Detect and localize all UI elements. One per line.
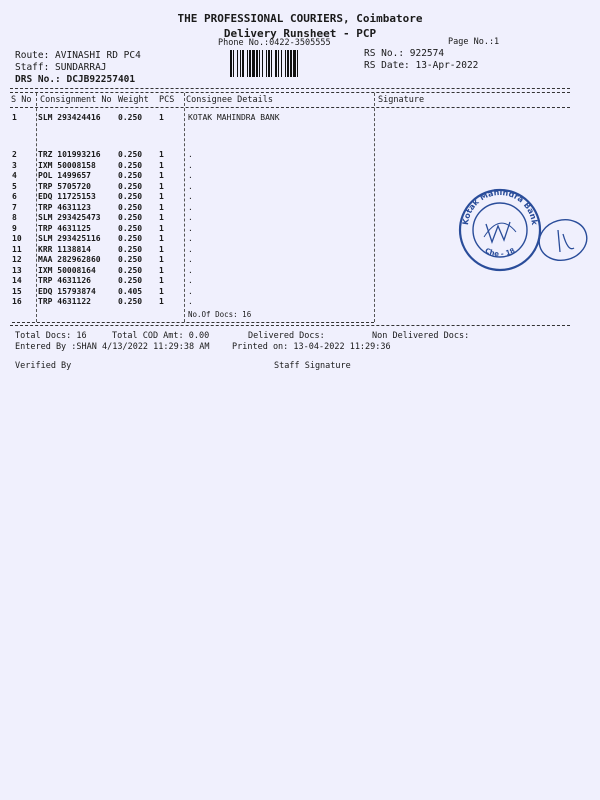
- col-header-consignee: Consignee Details: [186, 95, 273, 105]
- svg-text:Che - 18: [484, 247, 517, 259]
- barcode-bar: [249, 50, 251, 77]
- cell-sno: 13: [12, 266, 22, 275]
- stamp-bottom-text: Che - 18: [483, 246, 517, 259]
- cell-sno: 9: [12, 224, 17, 233]
- cell-pcs: 1: [159, 182, 164, 191]
- total-docs: Total Docs: 16: [15, 331, 87, 341]
- footer-rule: [10, 325, 570, 326]
- cell-consignee: .: [188, 245, 193, 254]
- cell-consignee: .: [188, 213, 193, 222]
- table-row: [0, 297, 600, 308]
- page-number: Page No.:1: [448, 37, 500, 47]
- cell-consignment: SLM 293425116: [38, 234, 101, 243]
- barcode-bar: [268, 50, 270, 77]
- rs-number: RS No.: 922574: [364, 48, 445, 59]
- barcode-bar: [281, 50, 282, 77]
- barcode-bar: [242, 50, 244, 77]
- cell-consignee: KOTAK MAHINDRA BANK: [188, 113, 280, 122]
- col-header-weight: Weight: [118, 95, 149, 105]
- header-rule-bottom: [10, 107, 570, 108]
- barcode-bar: [271, 50, 272, 77]
- table-rule-bottom: [12, 322, 374, 323]
- cell-pcs: 1: [159, 203, 164, 212]
- entered-by: Entered By :SHAN 4/13/2022 11:29:38 AM: [15, 342, 210, 352]
- cell-consignee: .: [188, 171, 193, 180]
- cell-sno: 4: [12, 171, 17, 180]
- barcode-bar: [233, 50, 234, 77]
- total-cod: Total COD Amt: 0.00: [112, 331, 210, 341]
- cell-weight: 0.250: [118, 150, 143, 159]
- cell-consignee: .: [188, 150, 193, 159]
- col-header-sno: S No: [11, 95, 32, 105]
- cell-sno: 2: [12, 150, 17, 159]
- table-row: [0, 150, 600, 161]
- cell-weight: 0.250: [118, 266, 143, 275]
- cell-consignment: TRP 4631126: [38, 276, 91, 285]
- cell-consignee: .: [188, 266, 193, 275]
- cell-consignment: TRP 4631122: [38, 297, 91, 306]
- cell-consignment: MAA 282962860: [38, 255, 101, 264]
- table-row: [0, 171, 600, 182]
- cell-consignee: .: [188, 287, 193, 296]
- staff-signature-label: Staff Signature: [274, 361, 351, 371]
- cell-weight: 0.405: [118, 287, 143, 296]
- col-header-pcs: PCS: [159, 95, 175, 105]
- bank-stamp: [450, 182, 590, 282]
- cell-sno: 10: [12, 234, 22, 243]
- cell-pcs: 1: [159, 276, 164, 285]
- cell-pcs: 1: [159, 192, 164, 201]
- cell-weight: 0.250: [118, 234, 143, 243]
- barcode-bar: [247, 50, 248, 77]
- route-label: Route: AVINASHI RD PC4: [15, 50, 141, 61]
- cell-consignment: TRP 5705720: [38, 182, 91, 191]
- cell-weight: 0.250: [118, 213, 143, 222]
- barcode-bar: [262, 50, 263, 77]
- cell-pcs: 1: [159, 171, 164, 180]
- stamp-top-text: Kotak Mahindra Bank: [460, 187, 539, 226]
- table-row: [0, 287, 600, 298]
- cell-pcs: 1: [159, 266, 164, 275]
- barcode-bar: [287, 50, 289, 77]
- cell-sno: 12: [12, 255, 22, 264]
- cell-sno: 11: [12, 245, 22, 254]
- cell-sno: 16: [12, 297, 22, 306]
- barcode-bar: [275, 50, 277, 77]
- cell-consignment: TRP 4631123: [38, 203, 91, 212]
- cell-consignee: .: [188, 276, 193, 285]
- cell-consignment: TRZ 101993216: [38, 150, 101, 159]
- table-row: [0, 113, 600, 124]
- svg-text:Kotak Mahindra Bank: [461, 188, 539, 226]
- cell-sno: 1: [12, 113, 17, 122]
- delivered-docs: Delivered Docs:: [248, 331, 325, 341]
- cell-sno: 7: [12, 203, 17, 212]
- cell-pcs: 1: [159, 297, 164, 306]
- cell-consignment: TRP 4631125: [38, 224, 91, 233]
- barcode-bar: [285, 50, 286, 77]
- no-of-docs: No.Of Docs: 16: [188, 310, 252, 319]
- cell-consignee: .: [188, 255, 193, 264]
- cell-weight: 0.250: [118, 297, 143, 306]
- cell-consignment: KRR 1138814: [38, 245, 91, 254]
- non-delivered-docs: Non Delivered Docs:: [372, 331, 470, 341]
- cell-consignment: POL 1499657: [38, 171, 91, 180]
- drs-number: DRS No.: DCJB92257401: [15, 74, 136, 85]
- signature-scribble: [558, 230, 574, 252]
- cell-sno: 8: [12, 213, 17, 222]
- col-header-signature: Signature: [378, 95, 425, 105]
- barcode: [230, 50, 362, 77]
- cell-weight: 0.250: [118, 113, 143, 122]
- cell-pcs: 1: [159, 161, 164, 170]
- barcode-bar: [297, 50, 298, 77]
- cell-weight: 0.250: [118, 224, 143, 233]
- cell-weight: 0.250: [118, 255, 143, 264]
- cell-consignee: .: [188, 203, 193, 212]
- cell-sno: 15: [12, 287, 22, 296]
- barcode-bar: [259, 50, 260, 77]
- cell-consignment: EDQ 11725153: [38, 192, 96, 201]
- cell-consignee: .: [188, 234, 193, 243]
- barcode-bar: [266, 50, 267, 77]
- cell-sno: 3: [12, 161, 17, 170]
- cell-weight: 0.250: [118, 192, 143, 201]
- cell-weight: 0.250: [118, 245, 143, 254]
- signature-scribble: [486, 222, 510, 242]
- cell-pcs: 1: [159, 113, 164, 122]
- cell-pcs: 1: [159, 213, 164, 222]
- cell-weight: 0.250: [118, 171, 143, 180]
- company-title: THE PROFESSIONAL COURIERS, Coimbatore: [177, 12, 423, 25]
- barcode-bar: [230, 50, 232, 77]
- cell-pcs: 1: [159, 224, 164, 233]
- cell-sno: 6: [12, 192, 17, 201]
- verified-by-label: Verified By: [15, 361, 72, 371]
- barcode-bar: [290, 50, 292, 77]
- staff-label: Staff: SUNDARRAJ: [15, 62, 107, 73]
- cell-pcs: 1: [159, 245, 164, 254]
- barcode-bar: [240, 50, 241, 77]
- cell-consignee: .: [188, 161, 193, 170]
- printed-on: Printed on: 13-04-2022 11:29:36: [232, 342, 391, 352]
- signature-loop: [535, 214, 590, 265]
- barcode-bar: [252, 50, 255, 77]
- header-rule-top: [10, 88, 570, 89]
- cell-weight: 0.250: [118, 276, 143, 285]
- barcode-bar: [293, 50, 296, 77]
- cell-sno: 14: [12, 276, 22, 285]
- barcode-bar: [278, 50, 279, 77]
- cell-pcs: 1: [159, 255, 164, 264]
- cell-consignment: SLM 293424416: [38, 113, 101, 122]
- cell-consignee: .: [188, 224, 193, 233]
- cell-consignment: EDQ 15793874: [38, 287, 96, 296]
- cell-pcs: 1: [159, 150, 164, 159]
- document-title: Delivery Runsheet - PCP: [223, 27, 377, 40]
- cell-weight: 0.250: [118, 203, 143, 212]
- cell-consignment: IXM 50008158: [38, 161, 96, 170]
- barcode-bar: [237, 50, 238, 77]
- cell-weight: 0.250: [118, 182, 143, 191]
- cell-consignment: SLM 293425473: [38, 213, 101, 222]
- cell-weight: 0.250: [118, 161, 143, 170]
- header-rule-top-2: [10, 92, 570, 93]
- cell-consignment: IXM 50008164: [38, 266, 96, 275]
- cell-consignee: .: [188, 192, 193, 201]
- table-row: [0, 161, 600, 172]
- cell-sno: 5: [12, 182, 17, 191]
- phone-number: Phone No.:0422-3505555: [218, 38, 331, 48]
- cell-pcs: 1: [159, 234, 164, 243]
- barcode-bar: [256, 50, 258, 77]
- col-header-consignment: Consignment No: [40, 95, 112, 105]
- rs-date: RS Date: 13-Apr-2022: [364, 60, 479, 71]
- cell-consignee: .: [188, 182, 193, 191]
- cell-consignee: .: [188, 297, 193, 306]
- cell-pcs: 1: [159, 287, 164, 296]
